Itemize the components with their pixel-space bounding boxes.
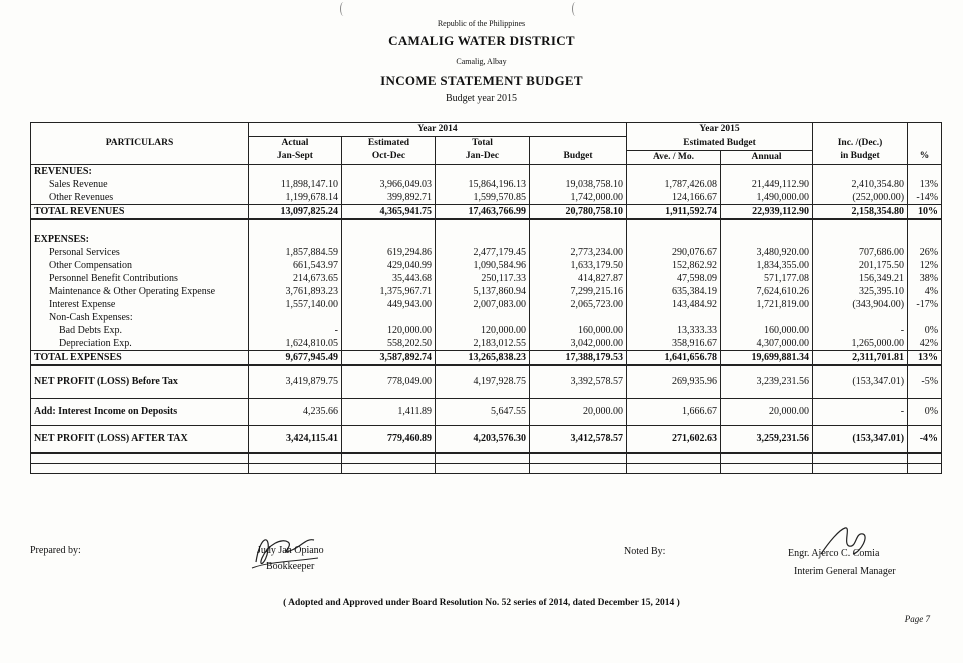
cell-value	[342, 311, 436, 324]
cell-value: 3,419,879.75	[249, 365, 342, 399]
cell-value: 325,395.10	[813, 285, 908, 298]
cell-value: 3,424,115.41	[249, 425, 342, 453]
cell-value: 1,911,592.74	[627, 204, 721, 219]
cell-value: 20,000.00	[721, 398, 813, 425]
cell-value: 156,349.21	[813, 272, 908, 285]
cell-value: 2,311,701.81	[813, 350, 908, 365]
cell-value: -5%	[908, 365, 942, 399]
header-annual: Annual	[721, 150, 813, 164]
cell-value: 1,641,656.78	[627, 350, 721, 365]
cell-value: 635,384.19	[627, 285, 721, 298]
table-row	[31, 233, 942, 246]
cell-value: 358,916.67	[627, 337, 721, 351]
spacer-row	[31, 219, 942, 233]
cell-value: 271,602.63	[627, 425, 721, 453]
table-row	[31, 365, 942, 399]
cell-value	[249, 311, 342, 324]
cell-value: 3,412,578.57	[530, 425, 627, 453]
cell-value	[721, 164, 813, 178]
table-row	[31, 311, 942, 324]
cell-value: 5,137,860.94	[436, 285, 530, 298]
cell-value	[249, 164, 342, 178]
statement-title: INCOME STATEMENT BUDGET	[380, 73, 583, 88]
cell-value: 1,742,000.00	[530, 191, 627, 205]
cell-value: -	[249, 324, 342, 337]
header-year-2014: Year 2014	[249, 123, 627, 137]
header-ave-mo: Ave. / Mo.	[627, 150, 721, 164]
header-budget-spacer	[530, 137, 627, 151]
header-pct-spacer	[908, 123, 942, 137]
table-row	[31, 178, 942, 191]
cell-value: 2,065,723.00	[530, 298, 627, 311]
cell-value: 4,203,576.30	[436, 425, 530, 453]
cell-value: 1,857,884.59	[249, 246, 342, 259]
cell-value: 13%	[908, 178, 942, 191]
table-row	[31, 259, 942, 272]
cell-value: 13,333.33	[627, 324, 721, 337]
cell-value	[627, 233, 721, 246]
district-name: CAMALIG WATER DISTRICT	[388, 33, 575, 48]
cell-value: 20,780,758.10	[530, 204, 627, 219]
cell-value: 3,392,578.57	[530, 365, 627, 399]
cell-value	[530, 233, 627, 246]
cell-value: 0%	[908, 324, 942, 337]
table-row	[31, 425, 942, 453]
cell-value	[627, 311, 721, 324]
cell-value: 269,935.96	[627, 365, 721, 399]
cell-value: (153,347.01)	[813, 365, 908, 399]
adoption-note: ( Adopted and Approved under Board Resolution No. 52 series of 2014, dated December 15, 2014 )	[283, 598, 680, 608]
cell-value: -	[813, 324, 908, 337]
table-body	[31, 164, 942, 473]
cell-value: 1,375,967.71	[342, 285, 436, 298]
header-pct-spacer	[908, 137, 942, 151]
cell-value: 3,966,049.03	[342, 178, 436, 191]
cell-value	[721, 311, 813, 324]
row-label: Personal Services	[31, 246, 249, 259]
cell-value	[436, 311, 530, 324]
table-row	[31, 337, 942, 351]
row-label: Sales Revenue	[31, 178, 249, 191]
preparer-name: Judy Jan Opiano	[257, 545, 324, 556]
spacer-row	[31, 453, 942, 464]
cell-value: 47,598.09	[627, 272, 721, 285]
header-oct-dec: Oct-Dec	[342, 150, 436, 164]
cell-value: 214,673.65	[249, 272, 342, 285]
cell-value: 12%	[908, 259, 942, 272]
cell-value: 9,677,945.49	[249, 350, 342, 365]
cell-value	[436, 164, 530, 178]
cell-value	[627, 164, 721, 178]
cell-value: 124,166.67	[627, 191, 721, 205]
row-label: Other Revenues	[31, 191, 249, 205]
cell-value: 35,443.68	[342, 272, 436, 285]
district-location: Camalig, Albay	[456, 57, 507, 66]
cell-value: 19,699,881.34	[721, 350, 813, 365]
cell-value: 143,484.92	[627, 298, 721, 311]
cell-value	[249, 233, 342, 246]
cell-value: 707,686.00	[813, 246, 908, 259]
header-inc-spacer	[813, 123, 908, 137]
header-year-2015: Year 2015	[627, 123, 813, 137]
noter-name: Engr. Ajerco C. Comia	[788, 548, 880, 559]
prepared-by-label: Prepared by:	[30, 545, 81, 556]
cell-value	[342, 164, 436, 178]
header-inc: Inc. /(Dec.)	[813, 137, 908, 151]
cell-value: 779,460.89	[342, 425, 436, 453]
cell-value: 17,463,766.99	[436, 204, 530, 219]
cell-value: 661,543.97	[249, 259, 342, 272]
row-label: EXPENSES:	[31, 233, 249, 246]
cell-value: 1,834,355.00	[721, 259, 813, 272]
header-jan-sept: Jan-Sept	[249, 150, 342, 164]
cell-value: 1,599,570.85	[436, 191, 530, 205]
cell-value: -	[813, 398, 908, 425]
cell-value: 201,175.50	[813, 259, 908, 272]
noted-by-label: Noted By:	[624, 546, 666, 557]
row-label: Depreciation Exp.	[31, 337, 249, 351]
row-label: REVENUES:	[31, 164, 249, 178]
row-label: Personnel Benefit Contributions	[31, 272, 249, 285]
cell-value: 38%	[908, 272, 942, 285]
cell-value: 1,787,426.08	[627, 178, 721, 191]
cell-value: 429,040.99	[342, 259, 436, 272]
cell-value	[530, 311, 627, 324]
cell-value: 4%	[908, 285, 942, 298]
cell-value: 3,042,000.00	[530, 337, 627, 351]
table-row	[31, 285, 942, 298]
income-statement-table	[30, 122, 942, 474]
row-label: TOTAL EXPENSES	[31, 350, 249, 365]
cell-value: 120,000.00	[436, 324, 530, 337]
cell-value: 120,000.00	[342, 324, 436, 337]
cell-value: 2,410,354.80	[813, 178, 908, 191]
cell-value	[342, 233, 436, 246]
republic-line: Republic of the Philippines	[437, 19, 526, 28]
cell-value: 2,477,179.45	[436, 246, 530, 259]
cell-value: 3,480,920.00	[721, 246, 813, 259]
table-row	[31, 398, 942, 425]
cell-value	[436, 233, 530, 246]
cell-value: 2,773,234.00	[530, 246, 627, 259]
cell-value: 250,117.33	[436, 272, 530, 285]
cell-value: 3,587,892.74	[342, 350, 436, 365]
header-jan-dec: Jan-Dec	[436, 150, 530, 164]
cell-value	[908, 311, 942, 324]
cell-value: 1,721,819.00	[721, 298, 813, 311]
cell-value: 3,239,231.56	[721, 365, 813, 399]
row-label: Interest Expense	[31, 298, 249, 311]
table-row	[31, 246, 942, 259]
cell-value: 399,892.71	[342, 191, 436, 205]
cell-value: 13,097,825.24	[249, 204, 342, 219]
cell-value: (343,904.00)	[813, 298, 908, 311]
cell-value: 13,265,838.23	[436, 350, 530, 365]
cell-value: 0%	[908, 398, 942, 425]
cell-value: 1,666.67	[627, 398, 721, 425]
cell-value: 13%	[908, 350, 942, 365]
row-label: TOTAL REVENUES	[31, 204, 249, 219]
cell-value: 2,183,012.55	[436, 337, 530, 351]
budget-year: Budget year 2015	[445, 93, 518, 104]
punch-mark	[340, 2, 347, 16]
cell-value: 778,049.00	[342, 365, 436, 399]
cell-value: 160,000.00	[721, 324, 813, 337]
table-row	[31, 324, 942, 337]
cell-value: -4%	[908, 425, 942, 453]
cell-value: 22,939,112.90	[721, 204, 813, 219]
cell-value: 290,076.67	[627, 246, 721, 259]
cell-value: 160,000.00	[530, 324, 627, 337]
cell-value: 558,202.50	[342, 337, 436, 351]
row-label: Add: Interest Income on Deposits	[31, 398, 249, 425]
cell-value: 1,633,179.50	[530, 259, 627, 272]
row-label: NET PROFIT (LOSS) Before Tax	[31, 365, 249, 399]
cell-value: (153,347.01)	[813, 425, 908, 453]
cell-value: 42%	[908, 337, 942, 351]
page-number: Page 7	[904, 614, 930, 624]
punch-mark	[572, 2, 579, 16]
header-estimated-budget: Estimated Budget	[627, 137, 813, 151]
noter-title: Interim General Manager	[794, 566, 896, 577]
cell-value: 4,307,000.00	[721, 337, 813, 351]
cell-value: 1,090,584.96	[436, 259, 530, 272]
cell-value	[530, 164, 627, 178]
cell-value: 11,898,147.10	[249, 178, 342, 191]
cell-value	[813, 164, 908, 178]
cell-value: 4,235.66	[249, 398, 342, 425]
table-row	[31, 164, 942, 178]
cell-value: 1,199,678.14	[249, 191, 342, 205]
table-row	[31, 272, 942, 285]
cell-value: 152,862.92	[627, 259, 721, 272]
cell-value: (252,000.00)	[813, 191, 908, 205]
header-estimated: Estimated	[342, 137, 436, 151]
cell-value: 571,177.08	[721, 272, 813, 285]
cell-value: 10%	[908, 204, 942, 219]
cell-value: 2,158,354.80	[813, 204, 908, 219]
cell-value: 3,761,893.23	[249, 285, 342, 298]
cell-value: 1,557,140.00	[249, 298, 342, 311]
cell-value: 449,943.00	[342, 298, 436, 311]
cell-value: 5,647.55	[436, 398, 530, 425]
cell-value	[908, 164, 942, 178]
spacer-row	[31, 463, 942, 473]
row-label: NET PROFIT (LOSS) AFTER TAX	[31, 425, 249, 453]
header-pct: %	[908, 150, 942, 164]
cell-value: 4,365,941.75	[342, 204, 436, 219]
cell-value: 619,294.86	[342, 246, 436, 259]
cell-value: 20,000.00	[530, 398, 627, 425]
cell-value: 21,449,112.90	[721, 178, 813, 191]
cell-value	[721, 233, 813, 246]
cell-value: 7,299,215.16	[530, 285, 627, 298]
cell-value: 1,411.89	[342, 398, 436, 425]
cell-value: 1,624,810.05	[249, 337, 342, 351]
header-total: Total	[436, 137, 530, 151]
cell-value	[813, 311, 908, 324]
total-row	[31, 204, 942, 219]
cell-value: 26%	[908, 246, 942, 259]
table-row	[31, 298, 942, 311]
cell-value: 414,827.87	[530, 272, 627, 285]
cell-value: 4,197,928.75	[436, 365, 530, 399]
cell-value: 2,007,083.00	[436, 298, 530, 311]
row-label: Other Compensation	[31, 259, 249, 272]
row-label: Non-Cash Expenses:	[31, 311, 249, 324]
cell-value	[813, 233, 908, 246]
row-label: Bad Debts Exp.	[31, 324, 249, 337]
cell-value	[908, 233, 942, 246]
cell-value: 3,259,231.56	[721, 425, 813, 453]
row-label: Maintenance & Other Operating Expense	[31, 285, 249, 298]
cell-value: -14%	[908, 191, 942, 205]
header-actual: Actual	[249, 137, 342, 151]
total-row	[31, 350, 942, 365]
cell-value: 7,624,610.26	[721, 285, 813, 298]
header-in-budget: in Budget	[813, 150, 908, 164]
header-particulars: PARTICULARS	[31, 123, 249, 165]
cell-value: 15,864,196.13	[436, 178, 530, 191]
cell-value: 1,265,000.00	[813, 337, 908, 351]
cell-value: 19,038,758.10	[530, 178, 627, 191]
header-budget: Budget	[530, 150, 627, 164]
cell-value: 1,490,000.00	[721, 191, 813, 205]
table-row	[31, 191, 942, 205]
preparer-title: Bookkeeper	[266, 561, 315, 572]
cell-value: -17%	[908, 298, 942, 311]
cell-value: 17,388,179.53	[530, 350, 627, 365]
